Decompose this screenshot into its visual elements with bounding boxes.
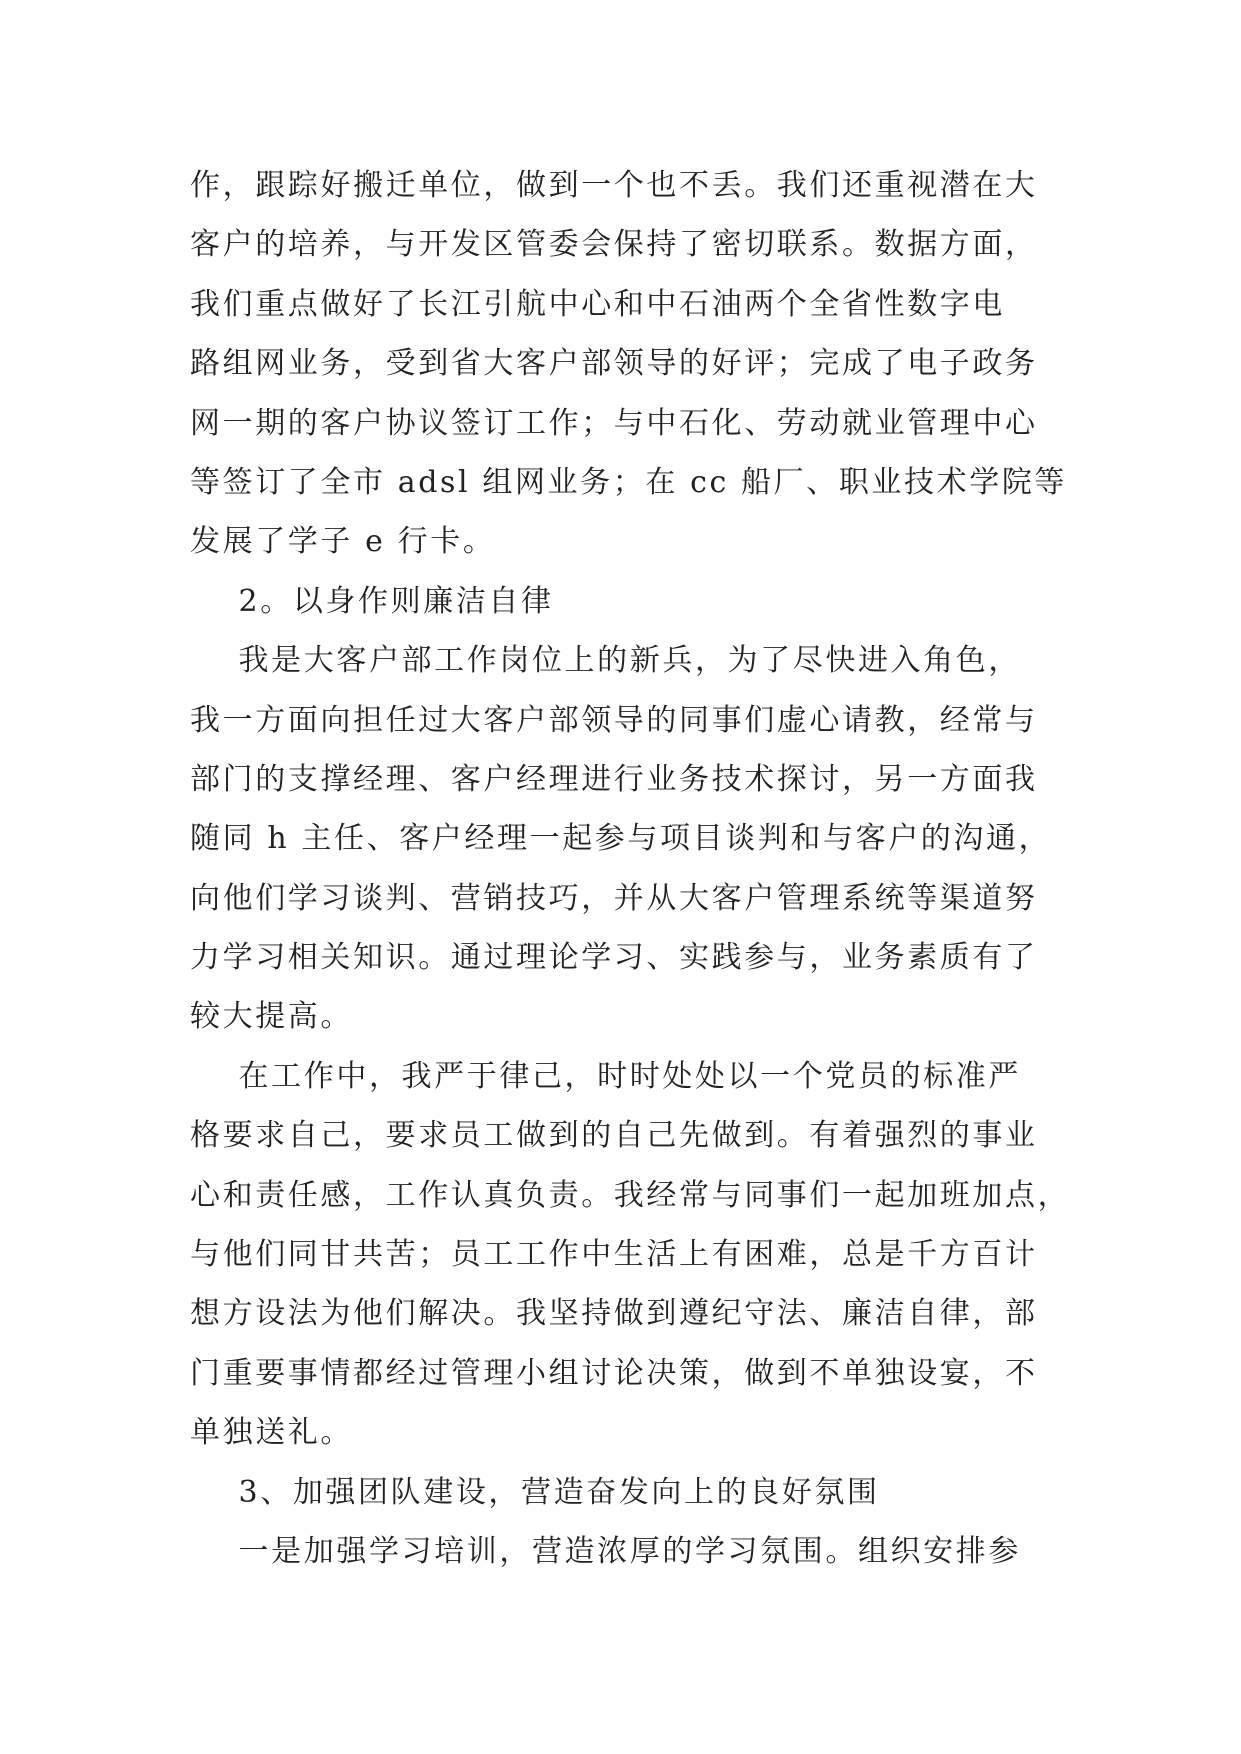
document-body — [190, 156, 1090, 1581]
text-line: 单独送礼。 — [190, 1415, 353, 1451]
text-line: 门重要事情都经过管理小组讨论决策，做到不单独设宴，不 — [190, 1355, 1038, 1391]
text-line: 想方设法为他们解决。我坚持做到遵纪守法、廉洁自律，部 — [190, 1296, 1038, 1332]
text-line: 客户的培养，与开发区管委会保持了密切联系。数据方面， — [190, 227, 1038, 263]
text-line: 部门的支撑经理、客户经理进行业务技术探讨，另一方面我 — [190, 761, 1038, 797]
section-heading: 2。以身作则廉洁自律 — [190, 583, 554, 619]
text-line: 向他们学习谈判、营销技巧，并从大客户管理系统等渠道努 — [190, 880, 1038, 916]
text-line: 我们重点做好了长江引航中心和中石油两个全省性数字电 — [190, 286, 1005, 322]
text-line: 与他们同甘共苦；员工工作中生活上有困难，总是千方百计 — [190, 1237, 1038, 1273]
text-line: 发展了学子 e 行卡。 — [190, 524, 496, 560]
text-line: 等签订了全市 adsl 组网业务；在 cc 船厂、职业技术学院等 — [190, 464, 1068, 500]
section-heading: 3、加强团队建设，营造奋发向上的良好氛围 — [190, 1474, 880, 1510]
text-line: 心和责任感，工作认真负责。我经常与同事们一起加班加点， — [190, 1177, 1071, 1213]
text-line: 较大提高。 — [190, 999, 353, 1035]
text-line: 在工作中，我严于律己，时时处处以一个党员的标准严 — [190, 1058, 1021, 1094]
text-line: 一是加强学习培训，营造浓厚的学习氛围。组织安排参 — [190, 1533, 1021, 1569]
text-line: 格要求自己，要求员工做到的自己先做到。有着强烈的事业 — [190, 1118, 1038, 1154]
text-line: 作，跟踪好搬迁单位，做到一个也不丢。我们还重视潜在大 — [190, 168, 1038, 203]
text-line: 路组网业务，受到省大客户部领导的好评；完成了电子政务 — [190, 346, 1038, 382]
text-line: 力学习相关知识。通过理论学习、实践参与，业务素质有了 — [190, 940, 1038, 976]
text-line: 我是大客户部工作岗位上的新兵，为了尽快进入角色， — [190, 643, 1021, 679]
text-line: 网一期的客户协议签订工作；与中石化、劳动就业管理中心 — [190, 405, 1038, 441]
text-line: 随同 h 主任、客户经理一起参与项目谈判和与客户的沟通， — [190, 821, 1052, 857]
text-line: 我一方面向担任过大客户部领导的同事们虚心请教，经常与 — [190, 702, 1038, 738]
